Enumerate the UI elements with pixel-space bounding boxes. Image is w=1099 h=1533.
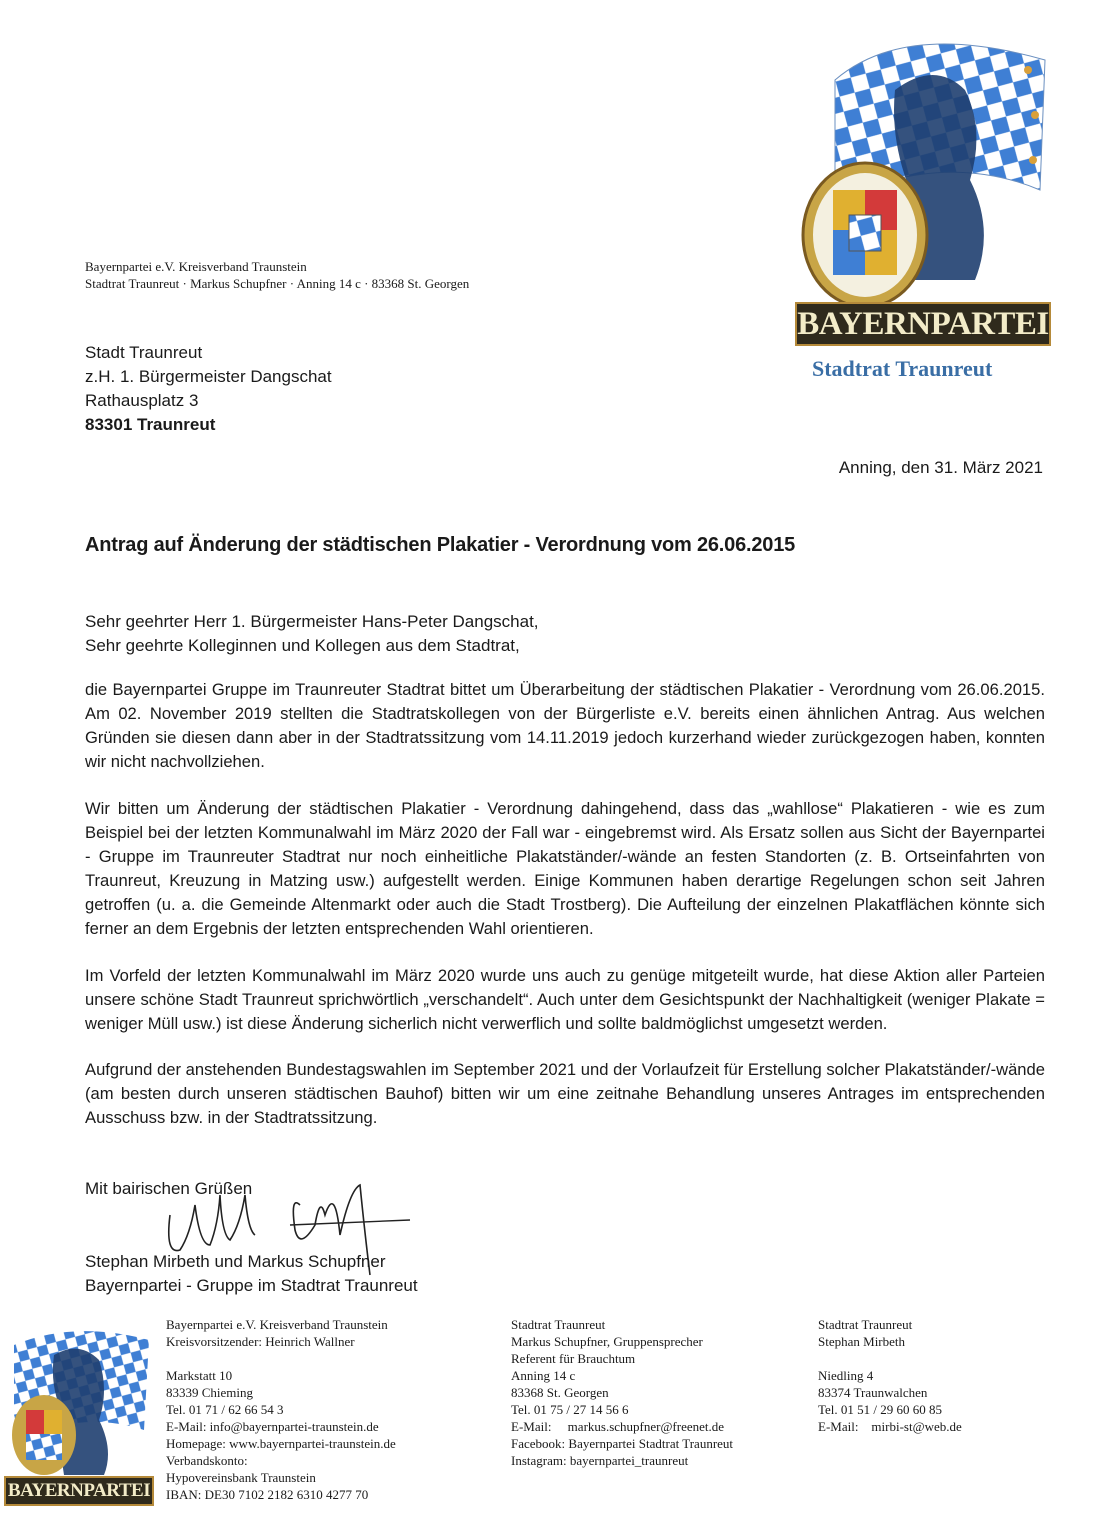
footer-chair: Kreisvorsitzender: Heinrich Wallner — [166, 1334, 355, 1349]
footer-facebook: Facebook: Bayernpartei Stadtrat Traunreut — [511, 1436, 734, 1451]
salutation-line-2: Sehr geehrte Kolleginnen und Kollegen aus dem Stadtrat, — [85, 636, 520, 655]
footer-bank: Hypovereinsbank Traunstein — [166, 1470, 316, 1485]
footer-column-kreisverband — [166, 1316, 396, 1503]
footer-city: 83368 St. Georgen — [511, 1385, 609, 1400]
footer-email: E-Mail: info@bayernpartei-traunstein.de — [166, 1419, 379, 1434]
footer-name: Stephan Mirbeth — [818, 1334, 906, 1349]
footer-email: E-Mail: markus.schupfner@freenet.de — [511, 1419, 725, 1434]
footer-lion-emblem-icon — [4, 1320, 154, 1480]
recipient-line-4: 83301 Traunreut — [85, 415, 216, 434]
lion-flag-emblem-icon — [795, 20, 1055, 310]
footer-tel: Tel. 01 71 / 62 66 54 3 — [166, 1402, 284, 1417]
logo-brand-text: BAYERNPARTEI — [795, 302, 1051, 346]
sender-line-1: Bayernpartei e.V. Kreisverband Traunstein — [85, 259, 307, 274]
recipient-address — [85, 341, 332, 437]
footer-street: Anning 14 c — [511, 1368, 576, 1383]
footer-column-mirbeth — [818, 1316, 962, 1435]
footer-org: Stadtrat Traunreut — [511, 1317, 606, 1332]
salutation — [85, 610, 539, 658]
body-paragraph-1: die Bayernpartei Gruppe im Traunreuter Stadtrat bittet um Überarbeitung der städtischen Plakatier - Verordnung vom 26.06.2015. Am 02. November 2019 stellten die Stadtratskollegen von der Bürgerliste e.V. bereits einen ähnlichen Antrag. Aus welchen Gründen sie diesen dann aber in der Stadtratssitzung vom 14.11.2019 jedoch kurzerhand wieder zurückgezogen haben, konnten wir nicht nachvollziehen. — [85, 680, 1045, 771]
signers-names: Stephan Mirbeth und Markus Schupfner — [85, 1252, 386, 1271]
recipient-line-1: Stadt Traunreut — [85, 343, 203, 362]
signers — [85, 1250, 418, 1298]
sender-line-2: Stadtrat Traunreut · Markus Schupfner · Anning 14 c · 83368 St. Georgen — [85, 276, 470, 291]
footer-iban: IBAN: DE30 7102 2182 6310 4277 70 — [166, 1487, 369, 1502]
footer-email: E-Mail: mirbi-st@web.de — [818, 1419, 962, 1434]
footer-logo — [4, 1320, 154, 1510]
footer-account-label: Verbandskonto: — [166, 1453, 248, 1468]
footer-tel: Tel. 01 51 / 29 60 60 85 — [818, 1402, 943, 1417]
footer-city: 83339 Chieming — [166, 1385, 254, 1400]
footer-homepage: Homepage: www.bayernpartei-traunstein.de — [166, 1436, 396, 1451]
footer-street: Markstatt 10 — [166, 1368, 233, 1383]
footer-org: Bayernpartei e.V. Kreisverband Traunstein — [166, 1317, 388, 1332]
letter-date: Anning, den 31. März 2021 — [838, 458, 1043, 477]
footer-role: Referent für Brauchtum — [511, 1351, 636, 1366]
body-paragraph-3: Im Vorfeld der letzten Kommunalwahl im März 2020 wurde uns auch zu genüge mitgeteilt wurde, hat diese Aktion aller Parteien unsere schöne Stadt Traunreut sprichwörtlich „verschandelt“. Auch unter dem Gesichtspunkt der Nachhaltigkeit (weniger Plakate = weniger Müll usw.) ist diese Änderung sicherlich nicht verwerflich und sollte baldmöglichst umgesetzt werden. — [85, 966, 1045, 1033]
body-paragraph-4: Aufgrund der anstehenden Bundestagswahlen im September 2021 und der Vorlaufzeit für Erstellung solcher Plakatständer/-wände (am besten durch unseren städtischen Bauhof) bitten wir um eine zeitnahe Behandlung unseres Antrages im entsprechenden Ausschuss bzw. in der Stadtratssitzung. — [85, 1060, 1045, 1127]
footer-name: Markus Schupfner, Gruppensprecher — [511, 1334, 703, 1349]
signers-group: Bayernpartei - Gruppe im Stadtrat Traunreut — [85, 1276, 418, 1295]
recipient-line-2: z.H. 1. Bürgermeister Dangschat — [85, 367, 332, 386]
letter-subject: Antrag auf Änderung der städtischen Plakatier - Verordnung vom 26.06.2015 — [85, 534, 796, 556]
footer-org: Stadtrat Traunreut — [818, 1317, 913, 1332]
footer-logo-brand-text: BAYERNPARTEI — [4, 1476, 154, 1506]
footer-tel: Tel. 01 75 / 27 14 56 6 — [511, 1402, 629, 1417]
footer-instagram: Instagram: bayernpartei_traunreut — [511, 1453, 689, 1468]
logo-subtitle: Stadtrat Traunreut — [812, 356, 993, 381]
bayernpartei-logo — [795, 20, 1055, 350]
sender-address — [85, 258, 469, 292]
closing-greeting: Mit bairischen Grüßen — [85, 1179, 253, 1198]
footer-street: Niedling 4 — [818, 1368, 874, 1383]
footer-column-schupfner — [511, 1316, 733, 1469]
footer-city: 83374 Traunwalchen — [818, 1385, 928, 1400]
body-paragraph-2: Wir bitten um Änderung der städtischen Plakatier - Verordnung dahingehend, dass das „wahllose“ Plakatieren - wie es zum Beispiel bei der letzten Kommunalwahl im März 2020 der Fall war - eingebremst wird. Als Ersatz sollen aus Sicht der Bayernpartei - Gruppe im Traunreuter Stadtrat nur noch einheitliche Plakatständer/-wände an festen Standorten (z. B. Ortseinfahrten von Traunreut, Kreuzung in Matzing usw.) aufgestellt werden. Einige Kommunen haben derartige Regelungen schon seit Jahren getroffen (u. a. die Gemeinde Altenmarkt oder auch die Stadt Trostberg). Die Aufteilung der einzelnen Plakatflächen könnte sich ferner an dem Ergebnis der letzten entsprechenden Wahl orientieren. — [85, 799, 1045, 938]
salutation-line-1: Sehr geehrter Herr 1. Bürgermeister Hans-Peter Dangschat, — [85, 612, 539, 631]
recipient-line-3: Rathausplatz 3 — [85, 391, 199, 410]
